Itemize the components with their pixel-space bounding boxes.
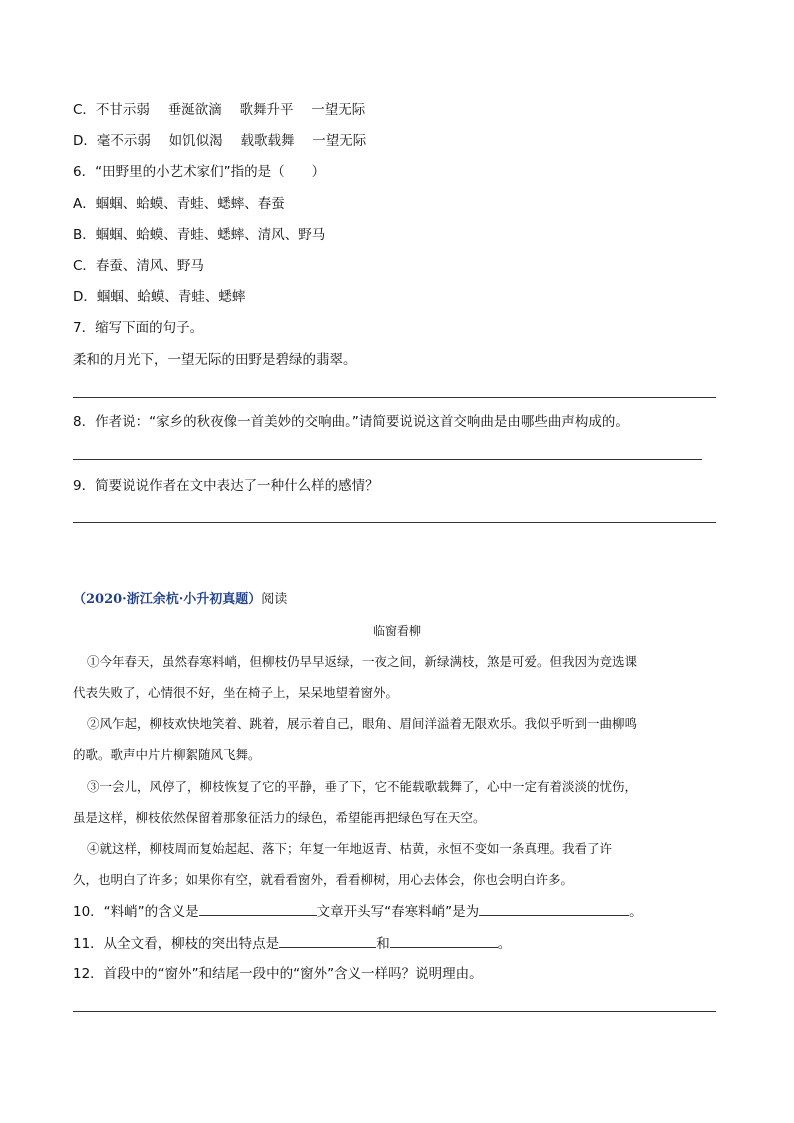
passage-line: ①今年春天，虽然春寒料峭，但柳枝仍早早返绿，一夜之间，新绿满枝，煞是可爱。但我因为竞选课 bbox=[87, 654, 638, 669]
q10-part1: 10．“料峭”的含义是 bbox=[73, 904, 199, 920]
passage-line: 虽是这样，柳枝依然保留着那象征活力的绿色，希望能再把绿色写在天空。 bbox=[73, 810, 486, 825]
q9-answer-line[interactable] bbox=[73, 522, 716, 523]
q11-part2: 和 bbox=[376, 936, 390, 952]
q6-option-c: C．春蚕、清风、野马 bbox=[73, 258, 204, 274]
q6-option-b: B．蝈蝈、蛤蟆、青蛙、蟋蟀、清风、野马 bbox=[73, 227, 326, 243]
q8-answer-line[interactable] bbox=[73, 459, 702, 460]
q11-blank-2[interactable] bbox=[390, 934, 498, 948]
passage-line: 久，也明白了许多；如果你有空，就看看窗外，看看柳树，用心去体会，你也会明白许多。 bbox=[73, 872, 574, 887]
q6-option-d: D．蝈蝈、蛤蟆、青蛙、蟋蟀 bbox=[73, 289, 246, 305]
source-tag: （2020·浙江余杭·小升初真题） bbox=[73, 592, 262, 607]
q10-part3: 。 bbox=[629, 904, 643, 920]
q11-part3: 。 bbox=[497, 936, 512, 952]
passage-line: 代表失败了，心情很不好，坐在椅子上，呆呆地望着窗外。 bbox=[73, 685, 399, 700]
source-suffix: 阅读 bbox=[261, 592, 288, 607]
passage-line: ②风乍起，柳枝欢快地笑着、跳着，展示着自己，眼角、眉间洋溢着无限欢乐。我似乎听到一曲柳鸣 bbox=[87, 716, 638, 731]
q6-option-a: A．蝈蝈、蛤蟆、青蛙、蟋蟀、春蚕 bbox=[73, 196, 285, 212]
q7-answer-line[interactable] bbox=[73, 397, 716, 398]
q7-stem: 7．缩写下面的句子。 bbox=[73, 320, 204, 336]
q12-stem: 12．首段中的“窗外”和结尾一段中的“窗外”含义一样吗？说明理由。 bbox=[73, 966, 483, 982]
q5-option-c: C．不甘示弱 垂涎欲滴 歌舞升平 一望无际 bbox=[73, 102, 366, 118]
q11-part1: 11．从全文看，柳枝的突出特点是 bbox=[73, 936, 280, 952]
passage-source bbox=[73, 591, 287, 609]
q7-sentence: 柔和的月光下，一望无际的田野是碧绿的翡翠。 bbox=[73, 352, 357, 368]
q6-stem: 6．“田野里的小艺术家们”指的是（ ） bbox=[73, 164, 326, 180]
q10-part2: 文章开头写“春寒料峭”是为 bbox=[316, 904, 480, 920]
passage-line: ④就这样，柳枝周而复始起起、落下；年复一年地返青、枯黄，永恒不变如一条真理。我看了许 bbox=[87, 841, 613, 856]
q11-blank-1[interactable] bbox=[279, 934, 376, 948]
passage-line: 的歌。歌声中片片柳絮随风飞舞。 bbox=[73, 747, 261, 762]
q12-answer-line[interactable] bbox=[73, 1011, 716, 1012]
q10-blank-1[interactable] bbox=[199, 902, 317, 916]
passage-title: 临窗看柳 bbox=[372, 624, 421, 638]
q5-option-d: D．毫不示弱 如饥似渴 载歌载舞 一望无际 bbox=[73, 133, 367, 149]
passage-line: ③一会儿，风停了，柳枝恢复了它的平静，垂了下，它不能载歌载舞了，心中一定有着淡淡的忧伤， bbox=[87, 779, 638, 794]
q10-blank-2[interactable] bbox=[479, 902, 629, 916]
q9-stem: 9．简要说说作者在文中表达了一种什么样的感情？ bbox=[73, 478, 379, 494]
q8-stem: 8．作者说：“家乡的秋夜像一首美妙的交响曲。”请简要说说这首交响曲是由哪些曲声构成的。 bbox=[73, 414, 629, 430]
